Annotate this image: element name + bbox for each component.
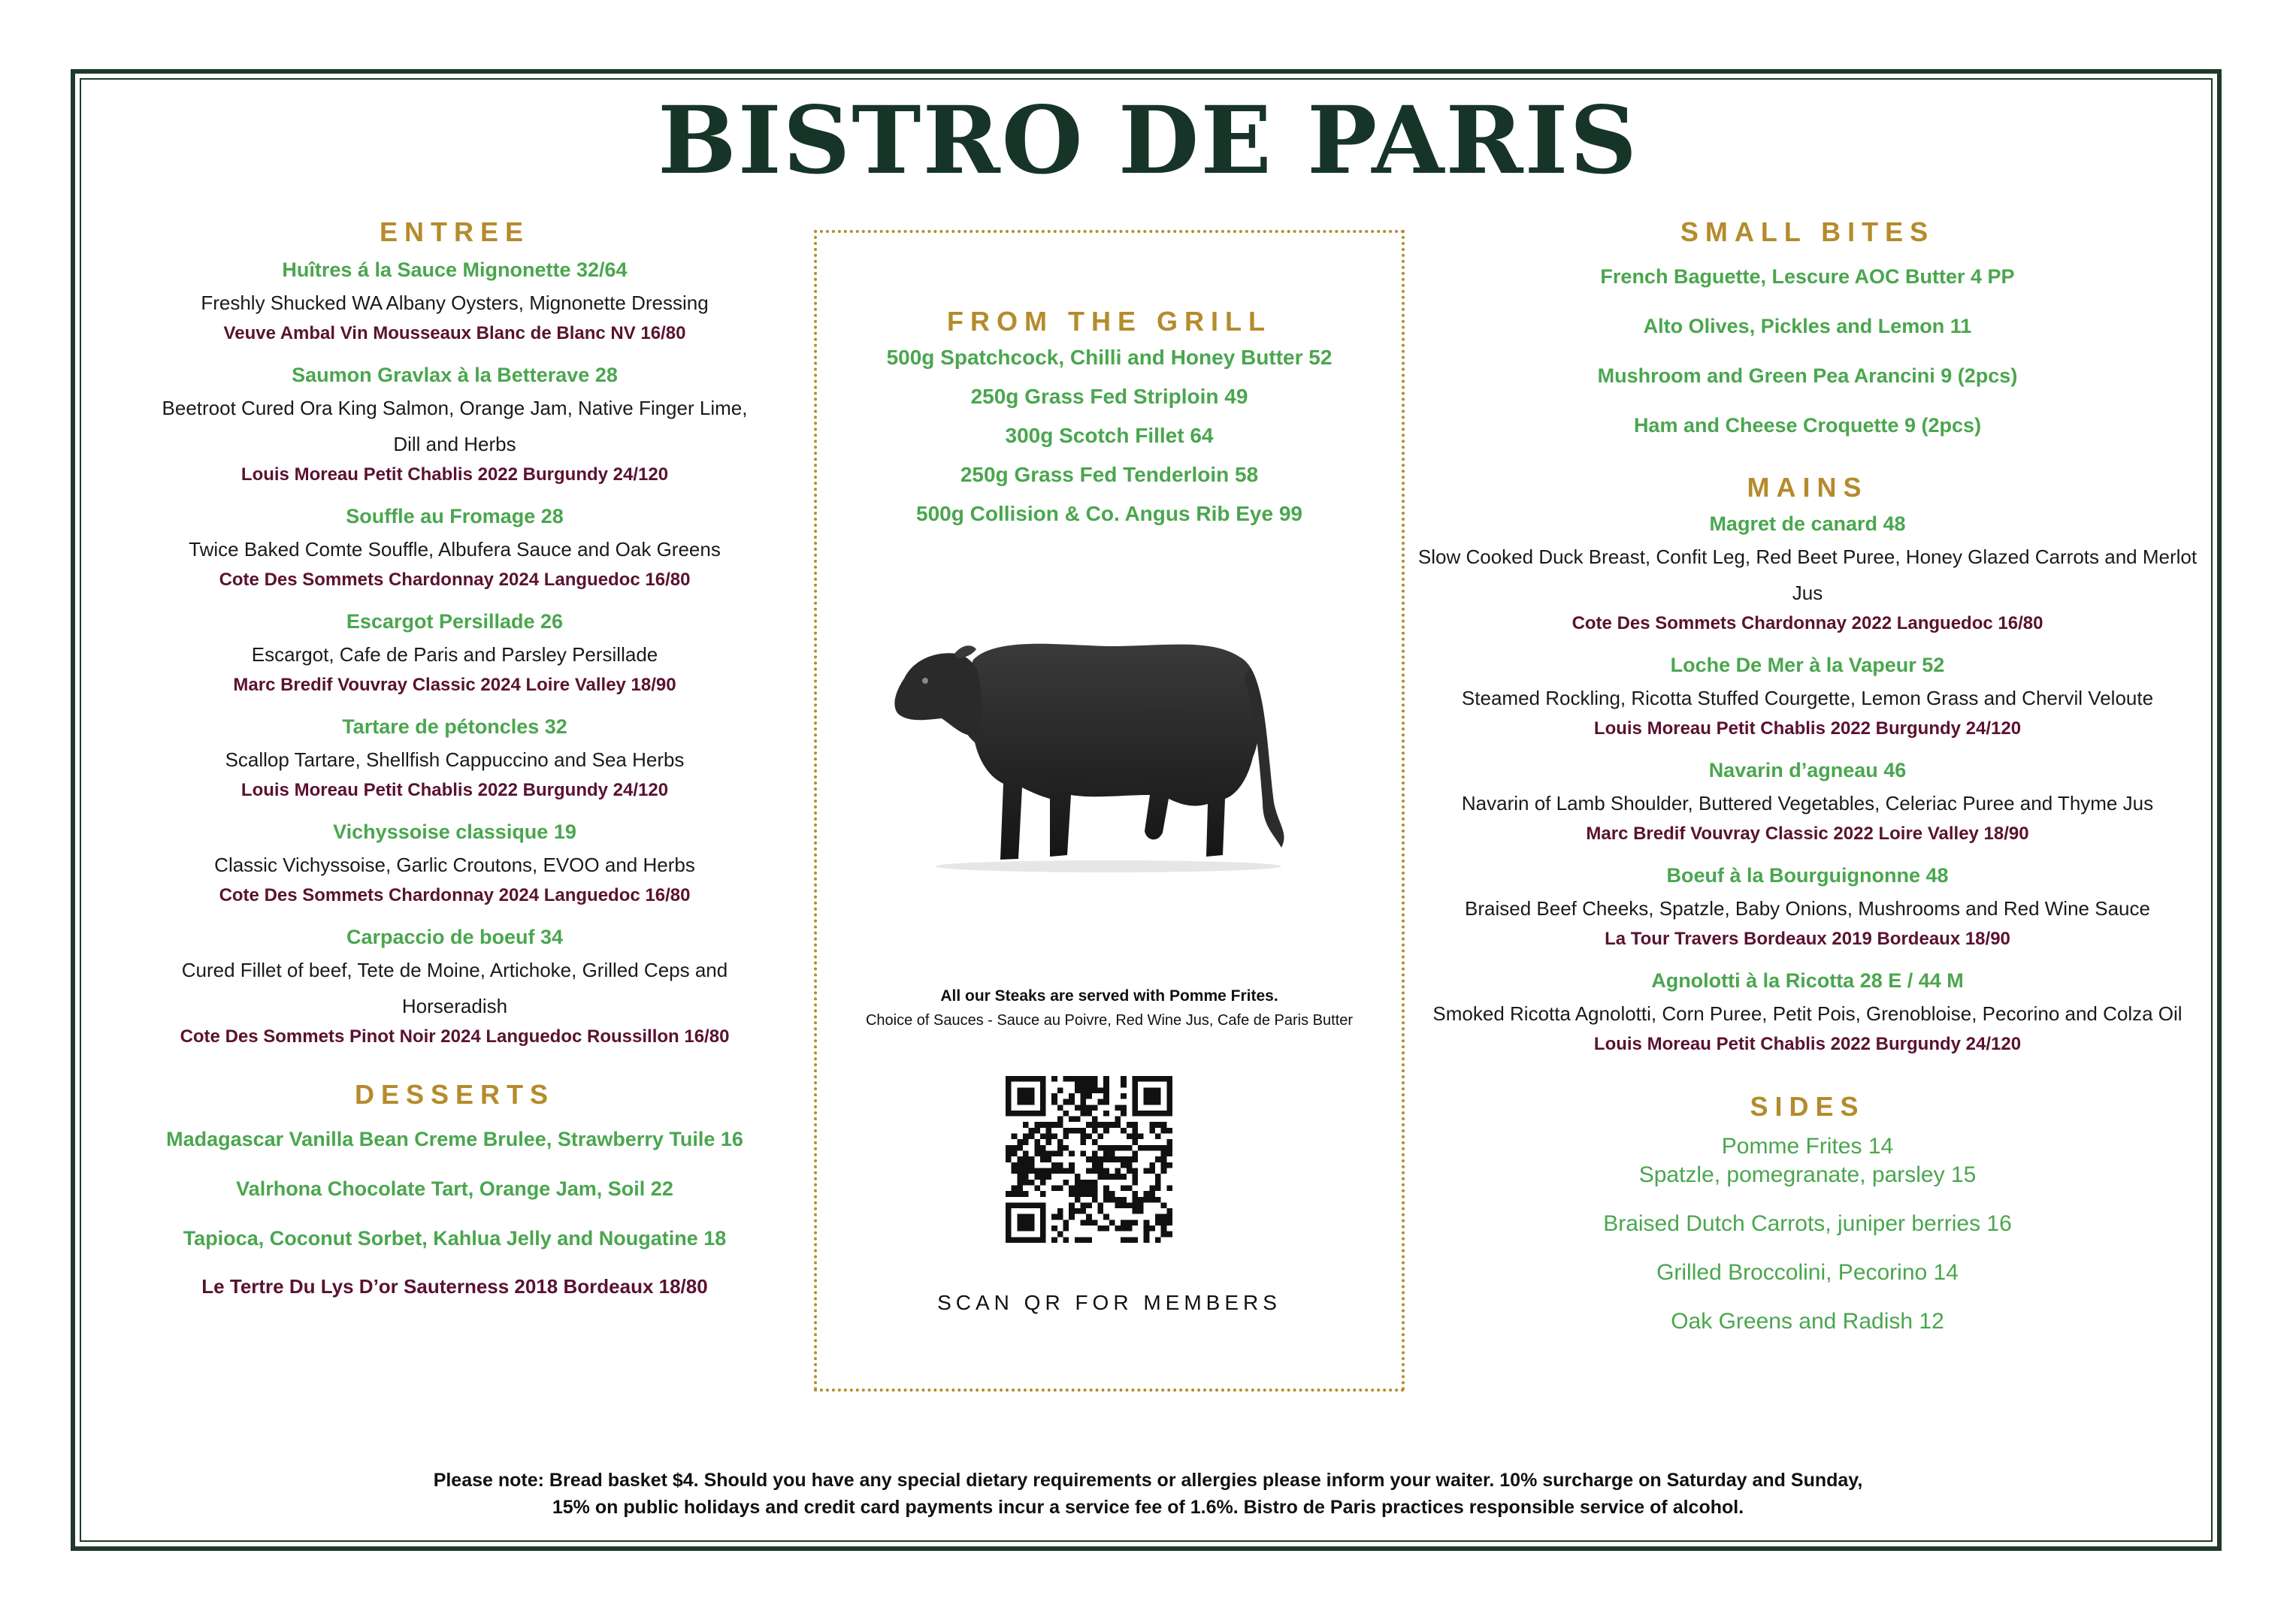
grill-list	[814, 338, 1405, 533]
main-item	[1413, 509, 2202, 636]
steak-note	[814, 984, 1405, 1032]
grill-item: 250g Grass Fed Tenderloin 58	[960, 463, 1259, 486]
entree-heading: ENTREE	[379, 216, 531, 247]
dish-description: Freshly Shucked WA Albany Oysters, Mignonette Dressing	[201, 292, 709, 314]
dish-name: Tartare de pétoncles 32	[342, 715, 567, 738]
entree-item	[147, 606, 763, 698]
dessert-item: Madagascar Vanilla Bean Creme Brulee, Strawberry Tuile 16	[166, 1128, 743, 1150]
entree-item	[147, 360, 763, 488]
wine-pairing: La Tour Travers Bordeaux 2019 Bordeaux 18/90	[1605, 929, 2010, 949]
wine-pairing: Louis Moreau Petit Chablis 2022 Burgundy 24/120	[240, 464, 669, 485]
small-bite-item: Alto Olives, Pickles and Lemon 11	[1643, 315, 1972, 337]
footer-line-1: Please note: Bread basket $4. Should you have any special dietary requirements or allergies please inform your waiter. 10% surcharge on Saturday and Sunday,	[433, 1470, 1863, 1491]
steak-note-line-1: All our Steaks are served with Pomme Frites.	[940, 987, 1278, 1005]
dish-description: Beetroot Cured Ora King Salmon, Orange Jam, Native Finger Lime, Dill and Herbs	[162, 397, 748, 455]
entree-item	[147, 255, 763, 346]
scan-qr-label: SCAN QR FOR MEMBERS	[937, 1291, 1281, 1314]
mains-list	[1413, 509, 2202, 1057]
side-item: Pomme Frites 14	[1721, 1134, 1894, 1159]
dish-description: Smoked Ricotta Agnolotti, Corn Puree, Petit Pois, Grenobloise, Pecorino and Colza Oil	[1432, 1002, 2183, 1025]
sides-heading: SIDES	[1750, 1091, 1865, 1122]
dessert-item: Tapioca, Coconut Sorbet, Kahlua Jelly and Nougatine 18	[183, 1227, 727, 1250]
wine-pairing: Marc Bredif Vouvray Classic 2024 Loire Valley 18/90	[233, 675, 676, 695]
wine-pairing: Cote Des Sommets Chardonnay 2022 Languedoc 16/80	[1572, 613, 2043, 633]
dish-name: Escargot Persillade 26	[346, 610, 564, 633]
dish-name: Magret de canard 48	[1709, 512, 1906, 535]
grill-item: 500g Spatchcock, Chilli and Honey Butter 52	[886, 346, 1333, 369]
page-title: BISTRO DE PARIS	[657, 86, 1639, 195]
right-column	[1413, 216, 2202, 1336]
mains-heading: MAINS	[1747, 472, 1868, 503]
dish-name: Huîtres á la Sauce Mignonette 32/64	[282, 258, 628, 281]
wine-pairing: Louis Moreau Petit Chablis 2022 Burgundy 24/120	[240, 780, 669, 800]
grill-item: 300g Scotch Fillet 64	[1005, 424, 1214, 447]
dish-name: Souffle au Fromage 28	[346, 505, 564, 527]
grill-item: 500g Collision & Co. Angus Rib Eye 99	[916, 502, 1302, 525]
entree-item	[147, 712, 763, 803]
side-item: Grilled Broccolini, Pecorino 14	[1656, 1260, 1959, 1285]
wine-pairing: Veuve Ambal Vin Mousseaux Blanc de Blanc NV 16/80	[223, 323, 686, 343]
desserts-heading: DESSERTS	[354, 1079, 555, 1110]
entree-item	[147, 501, 763, 593]
side-item: Braised Dutch Carrots, juniper berries 16	[1603, 1211, 2012, 1236]
side-item: Spatzle, pomegranate, parsley 15	[1638, 1162, 1977, 1187]
grill-item: 250g Grass Fed Striploin 49	[970, 385, 1248, 408]
dish-description: Cured Fillet of beef, Tete de Moine, Artichoke, Grilled Ceps and Horseradish	[181, 959, 728, 1017]
dish-description: Classic Vichyssoise, Garlic Croutons, EVOO and Herbs	[214, 854, 695, 876]
dish-name: Carpaccio de boeuf 34	[346, 926, 564, 948]
small-bite-item: Ham and Cheese Croquette 9 (2pcs)	[1633, 414, 1982, 437]
small-bite-item: French Baguette, Lescure AOC Butter 4 PP	[1600, 265, 2015, 288]
dish-name: Loche De Mer à la Vapeur 52	[1670, 654, 1945, 676]
main-item	[1413, 966, 2202, 1057]
members-qr-code[interactable]	[1006, 1076, 1172, 1243]
dish-name: Agnolotti à la Ricotta 28 E / 44 M	[1651, 969, 1964, 992]
side-item: Oak Greens and Radish 12	[1671, 1309, 1944, 1334]
steak-note-line-2: Choice of Sauces - Sauce au Poivre, Red Wine Jus, Cafe de Paris Butter	[865, 1012, 1354, 1029]
entree-item	[147, 817, 763, 908]
bull-image	[883, 607, 1304, 893]
wine-pairing: Louis Moreau Petit Chablis 2022 Burgundy 24/120	[1593, 1034, 2022, 1054]
dessert-wine-pairing: Le Tertre Du Lys D’or Sauterness 2018 Bordeaux 18/80	[201, 1275, 708, 1298]
wine-pairing: Louis Moreau Petit Chablis 2022 Burgundy 24/120	[1593, 718, 2022, 739]
dish-description: Escargot, Cafe de Paris and Parsley Persillade	[251, 643, 658, 666]
main-item	[1413, 860, 2202, 952]
dish-description: Steamed Rockling, Ricotta Stuffed Courgette, Lemon Grass and Chervil Veloute	[1461, 687, 2154, 709]
small-bites-list	[1413, 252, 2202, 450]
entree-list	[147, 255, 763, 1050]
desserts-list	[147, 1114, 763, 1299]
small-bites-heading: SMALL BITES	[1680, 216, 1935, 247]
dish-description: Braised Beef Cheeks, Spatzle, Baby Onions, Mushrooms and Red Wine Sauce	[1465, 897, 2150, 920]
footer-note	[195, 1467, 2101, 1521]
main-item	[1413, 650, 2202, 742]
wine-pairing: Cote Des Sommets Chardonnay 2024 Languedoc 16/80	[219, 885, 691, 905]
main-item	[1413, 755, 2202, 847]
small-bite-item: Mushroom and Green Pea Arancini 9 (2pcs)	[1597, 364, 2018, 387]
dish-name: Vichyssoise classique 19	[333, 821, 576, 843]
grill-section	[814, 305, 1405, 533]
grill-heading: FROM THE GRILL	[947, 306, 1272, 337]
dish-name: Navarin d’agneau 46	[1708, 759, 1907, 781]
footer-line-2: 15% on public holidays and credit card payments incur a service fee of 1.6%. Bistro de Paris practices responsible service of alcohol.	[552, 1497, 1744, 1518]
dish-description: Navarin of Lamb Shoulder, Buttered Vegetables, Celeriac Puree and Thyme Jus	[1461, 792, 2154, 815]
dish-name: Saumon Gravlax à la Betterave 28	[292, 364, 618, 386]
entree-item	[147, 922, 763, 1050]
sides-list	[1413, 1132, 2202, 1336]
wine-pairing: Marc Bredif Vouvray Classic 2022 Loire Valley 18/90	[1586, 824, 2029, 844]
wine-pairing: Cote Des Sommets Chardonnay 2024 Languedoc 16/80	[219, 570, 691, 590]
dessert-item: Valrhona Chocolate Tart, Orange Jam, Soil 22	[236, 1177, 673, 1200]
dish-description: Scallop Tartare, Shellfish Cappuccino and Sea Herbs	[225, 748, 685, 771]
left-column	[147, 216, 763, 1299]
wine-pairing: Cote Des Sommets Pinot Noir 2024 Languedoc Roussillon 16/80	[180, 1026, 730, 1047]
dish-description: Twice Baked Comte Souffle, Albufera Sauce and Oak Greens	[189, 538, 721, 561]
dish-name: Boeuf à la Bourguignonne 48	[1666, 864, 1949, 887]
dish-description: Slow Cooked Duck Breast, Confit Leg, Red Beet Puree, Honey Glazed Carrots and Merlot Jus	[1417, 546, 2198, 604]
